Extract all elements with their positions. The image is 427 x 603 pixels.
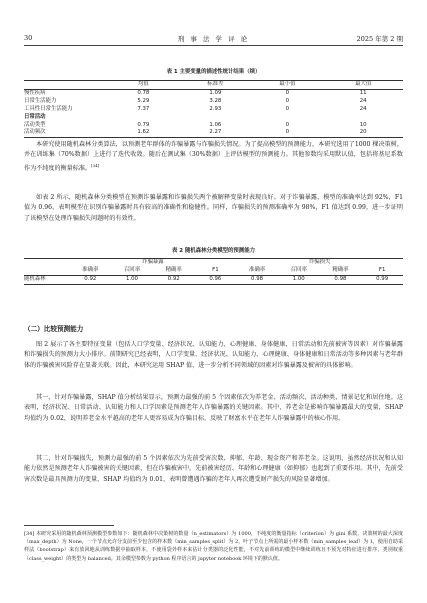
table-row xyxy=(24,89,403,97)
table-row xyxy=(24,275,403,284)
table-cell: 2.93 xyxy=(209,105,222,112)
table-cell: 活动类型 xyxy=(24,121,46,128)
page-number: 30 xyxy=(24,34,33,42)
table1-header: 最大值 xyxy=(323,81,403,90)
table1-header: 标准差 xyxy=(179,81,251,90)
table2-header: F1 xyxy=(361,267,403,275)
table2-header: 召回率 xyxy=(278,267,320,275)
footnote: [34] 本研究采用的随机森林预测模型参数如下：随机森林中决策树的数量（n_estimators）为 1000，不纯度的衡量指标（criterion）为 gini 系数，决策树的最大深度（max_depth）为 None，一个节点允许分支前至少包含的样本数（min_samples_split）为 2，叶子节点上所需的最小样本数（min_samples_leaf）为 1，使用自助采样法（bootstrap）来有放回地从训练数据中抽取样本，不使用袋外样本来估计分类器的泛化性能，不对先前训练的模型中继续训练且不预先对特征进行排序，类别权重（class_weight）的类型为 balanced。其余模型参数为 python 程序语言的 jupyter notebook 环境下的默认值。 xyxy=(24,531,403,562)
table-cell: 3.28 xyxy=(209,97,222,104)
table2 xyxy=(24,258,403,285)
table-cell: 5.29 xyxy=(137,97,150,104)
table2-caption: 表 2 随机森林分类模型的预测能力 xyxy=(172,248,255,254)
table-cell: 日常生活能力 xyxy=(24,97,57,104)
table2-group-header: 诈骗损失 xyxy=(236,259,403,267)
table-cell: 1.06 xyxy=(209,121,222,128)
table1-header: 均值 xyxy=(107,81,179,90)
table-cell: 0.99 xyxy=(361,275,403,284)
body-paragraph: 其一，针对诈骗暴露，SHAP 值分析结果显示，预测力最强的前 5 个因素依次为养老金、活动频次、活动种类、情景记忆和居住地。这表明，经济状况、日常活动、认知能力和人口学因素是预测老年人诈骗暴露的关键因素。其中，养老金是影响诈骗暴露最大的变量，SHAP 均值约为 0.02，说明养老金水平越高的老年人更容易成为诈骗目标，反映了财富水平在老年人诈骗暴露中的核心作用。 xyxy=(24,394,403,422)
table-group-label: 日常活动 xyxy=(24,113,46,120)
table-cell: 0.98 xyxy=(320,275,362,284)
table-group-row xyxy=(24,114,403,122)
table-cell: 2.27 xyxy=(179,129,251,137)
table-cell: 10 xyxy=(359,121,367,128)
table-cell: 0 xyxy=(285,89,290,96)
table-row xyxy=(24,98,403,106)
table-cell: 0.78 xyxy=(137,89,150,96)
table2-header: 精确率 xyxy=(153,267,195,275)
table-cell: 1.00 xyxy=(111,275,153,284)
table-row xyxy=(24,129,403,137)
table-cell: 1.62 xyxy=(107,129,179,137)
table-cell: 11 xyxy=(359,89,367,96)
table-cell: 0 xyxy=(251,129,323,137)
table-row xyxy=(24,106,403,114)
table-cell: 慢性疾病 xyxy=(24,89,46,96)
body-paragraph: 图 2 展示了各主要特征变量（包括人口学变量、经济状况、认知能力、心理健康、身体健康、日常活动和先前被害等因素）对诈骗暴露和诈骗损失的预测力大小排序。前期研究已经表明，人口学变量、经济状况、认知能力、心理健康、身体健康和日常活动等多种因素与老年群体的诈骗被害风险存在显著关联。因此，本研究运用 SHAP 值，进一步分析不同领域的因素对诈骗暴露及被害的具体影响。 xyxy=(24,341,403,369)
table-cell: 20 xyxy=(323,129,403,137)
journal-title: 刑 事 法 学 评 论 xyxy=(177,35,250,43)
body-paragraph: 其二，针对诈骗损失，预测力最强的前 5 个因素依次为先前受害次数、抑郁、年龄、现金资产和养老金。这说明，虽然经济状况和认知能力依然是预测老年人诈骗被害的关键因素，但在诈骗被害中，先前被害经历、年龄和心理健康（如抑郁）也起到了重要作用。其中，先前受害次数是最具预测力的变量，SHAP 均值约为 0.01，表明曾遭遇诈骗的老年人再次遭受财产损失的风险显著增加。 xyxy=(24,455,403,483)
paragraph-text: 本研究使用随机森林分类算法，以预测老年群体的诈骗暴露与诈骗损失情况。为了提高模型的预测能力，本研究选用了1000 棵决策树，并在训练集（70%数据）上进行了迭代收敛。随后在测试集（30%数据）上评估模型的预测能力。其他参数均采用默认值，包括将基尼系数作为不纯度的衡量标准。 xyxy=(24,141,403,172)
table2-header-row xyxy=(24,267,403,275)
table-cell: 0.96 xyxy=(195,275,237,284)
table-cell: 0.79 xyxy=(137,121,150,128)
table-row-label: 随机森林 xyxy=(24,275,69,284)
table-cell: 24 xyxy=(359,97,367,104)
table1-header xyxy=(24,81,107,90)
table1 xyxy=(24,80,403,138)
table2-header: 召回率 xyxy=(111,267,153,275)
table-cell: 0.98 xyxy=(236,275,278,284)
table2-header: F1 xyxy=(195,267,237,275)
footnote-rule xyxy=(24,525,114,526)
body-paragraph: 如表 2 所示，随机森林分类模型在预测诈骗暴露和诈骗损失两个被解释变量时表现良好。对于诈骗暴露，模型的准确率达到 92%，F1 值为 0.96，表明模型在识别诈骗暴露时具有较高的准确性和稳健性。同样，诈骗损失的预测准确率为 98%，F1 值达到 0.99，进一步证明了该模型在处理诈骗损失问题时的有效性。 xyxy=(24,194,403,222)
table-cell: 0.92 xyxy=(69,275,111,284)
table-cell: 1.00 xyxy=(278,275,320,284)
table2-group-row xyxy=(24,259,403,267)
table-cell: 1.09 xyxy=(209,89,222,96)
table-cell: 0.92 xyxy=(153,275,195,284)
table2-header: 精确率 xyxy=(320,267,362,275)
footnote-ref: [34] xyxy=(91,162,100,168)
table-cell: 24 xyxy=(359,105,367,112)
body-paragraph xyxy=(24,140,403,174)
table-cell: 工具性日常生活能力 xyxy=(24,105,73,112)
table1-header: 最小值 xyxy=(251,81,323,90)
table1-caption: 表 1 主要变量的描述性统计结果（续） xyxy=(166,69,261,75)
table-cell: 0 xyxy=(285,105,290,112)
table-row xyxy=(24,122,403,130)
header-rule xyxy=(24,45,403,46)
table2-group-header: 诈骗暴露 xyxy=(69,259,236,267)
table-cell: 活动频次 xyxy=(24,129,107,137)
table2-header: 准确率 xyxy=(69,267,111,275)
table2-header: 准确率 xyxy=(236,267,278,275)
table-cell: 7.37 xyxy=(137,105,150,112)
table-cell: 0 xyxy=(285,121,290,128)
table-cell: 0 xyxy=(285,97,290,104)
issue-label: 2025 年第 2 期 xyxy=(356,35,403,43)
table1-header-row xyxy=(24,81,403,90)
section-title: （二）比较预测能力 xyxy=(24,325,84,333)
